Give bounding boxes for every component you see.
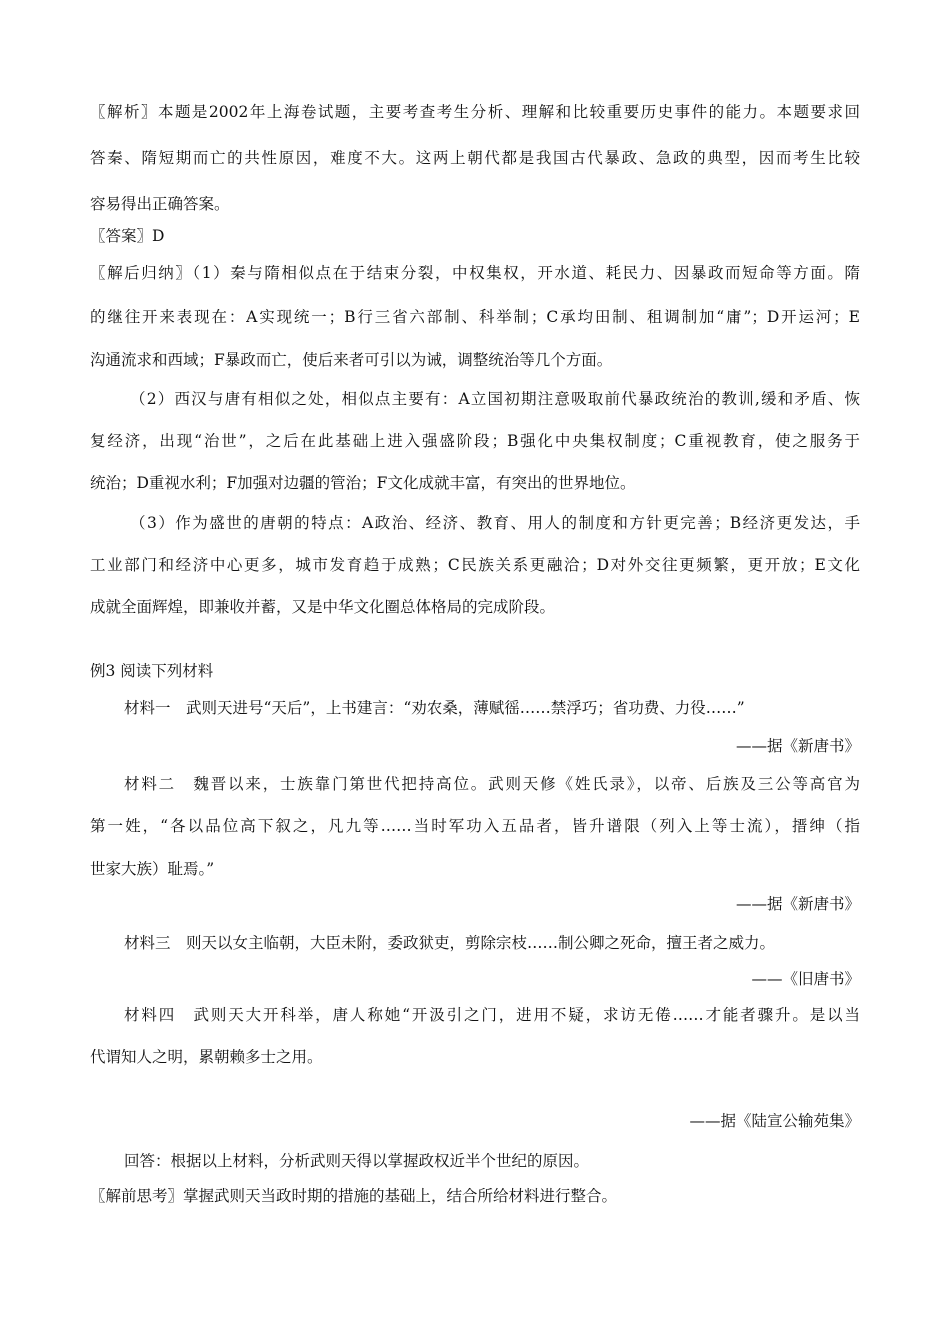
summary-p2-line-1: （2）西汉与唐有相似之处，相似点主要有：A立国初期注意吸取前代暴政统治的教训,缓和矛盾、恢 [130,390,860,408]
analysis-line-2: 答秦、隋短期而亡的共性原因，难度不大。这两上朝代都是我国古代暴政、急政的典型，因而考生比较 [90,149,860,167]
summary-p1-line-1: 〖解后归纳〗（1）秦与隋相似点在于结束分裂，中权集权，开水道、耗民力、因暴政而短命等方面。隋 [90,264,860,282]
summary-p3-line-3: 成就全面辉煌，即兼收并蓄，又是中华文化圈总体格局的完成阶段。 [90,598,556,616]
prethink-line: 〖解前思考〗掌握武则天当政时期的措施的基础上，结合所给材料进行整合。 [90,1187,618,1205]
material-1: 材料一 武则天进号“天后”，上书建言：“劝农桑，薄赋徭……禁浮巧；省功费、力役……” [124,699,745,717]
summary-p2-line-2: 复经济，出现“治世”，之后在此基础上进入强盛阶段；B强化中央集权制度；C重视教育，使之服务于 [90,432,860,450]
material-4-line-1: 材料四 武则天大开科举，唐人称她“开汲引之门，进用不疑，求访无倦……才能者骤升。是以当 [124,1006,860,1024]
material-1-source: ——据《新唐书》 [735,737,860,755]
material-4-line-2: 代谓知人之明，累朝赖多士之用。 [90,1048,323,1066]
summary-p2-line-3: 统治；D重视水利；F加强对边疆的管治；F文化成就丰富，有突出的世界地位。 [90,474,636,492]
example-heading: 例3 阅读下列材料 [90,662,214,680]
material-2-line-3: 世家大族）耻焉。” [90,860,215,878]
material-3-source: ——《旧唐书》 [751,970,860,988]
summary-p1-line-3: 沟通流求和西域；F暴政而亡，使后来者可引以为诫，调整统治等几个方面。 [90,351,613,369]
analysis-line-3: 容易得出正确答案。 [90,195,230,213]
material-4-source: ——据《陆宣公输苑集》 [689,1112,860,1130]
material-3: 材料三 则天以女主临朝，大臣未附，委政狱吏，剪除宗枝……制公卿之死命，擅王者之威力。 [124,934,776,952]
summary-p3-line-1: （3）作为盛世的唐朝的特点：A政治、经济、教育、用人的制度和方针更完善；B经济更发达，手 [130,514,860,532]
answer-line: 〖答案〗D [90,227,165,245]
question-line: 回答：根据以上材料，分析武则天得以掌握政权近半个世纪的原因。 [124,1152,590,1170]
material-2-line-1: 材料二 魏晋以来，士族靠门第世代把持高位。武则天修《姓氏录》，以帝、后族及三公等高官为 [124,775,860,793]
material-2-source: ——据《新唐书》 [735,895,860,913]
summary-p3-line-2: 工业部门和经济中心更多，城市发育趋于成熟；C民族关系更融洽；D对外交往更频繁，更开放；E文化 [90,556,860,574]
summary-p1-line-2: 的继往开来表现在：A实现统一；B行三省六部制、科举制；C承均田制、租调制加“庸”；D开运河；E [90,308,860,326]
analysis-line-1: 〖解析〗本题是2002年上海卷试题，主要考查考生分析、理解和比较重要历史事件的能力。本题要求回 [90,103,860,121]
material-2-line-2: 第一姓，“各以品位高下叙之，凡九等……当时军功入五品者，皆升谱限（列入上等士流），搢绅（指 [90,817,860,835]
